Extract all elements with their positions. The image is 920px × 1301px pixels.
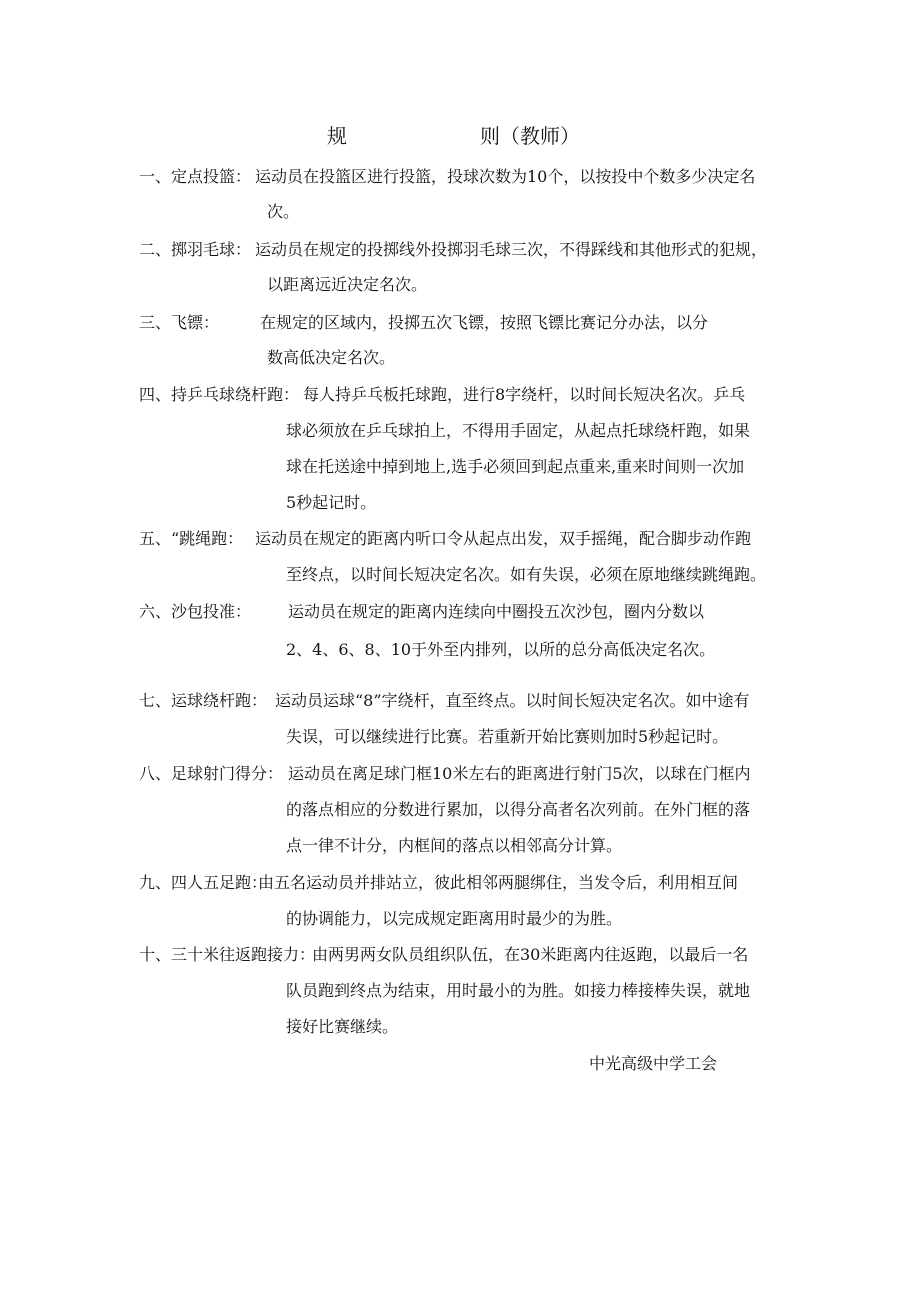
rule-9-text: 的协调能力，以完成规定距离用时最少的为胜。 (286, 909, 623, 928)
rule-2-text: 运动员在规定的投掷线外投掷羽毛球三次，不得踩线和其他形式的犯规， (255, 240, 768, 259)
rule-5-text: 至终点，以时间长短决定名次。如有失误，必须在原地继续跳绳跑。 (286, 565, 767, 584)
rule-7-label: 七、运球绕杆跑： (139, 691, 268, 710)
rule-10-text: 接好比赛继续。 (286, 1017, 399, 1036)
organization-signature: 中光高级中学工会 (589, 1054, 718, 1073)
rule-4-label: 四、持乒乓球绕杆跑： (139, 385, 300, 404)
rule-1-text: 运动员在投篮区进行投篮，投球次数为10个，以按投中个数多少决定名 (255, 167, 756, 186)
rule-4-text: 球在托送途中掉到地上,选手必须回到起点重来,重来时间则一次加 (286, 457, 745, 476)
rule-8-label: 八、足球射门得分： (139, 764, 284, 783)
title-part-2: 则（教师） (480, 124, 580, 148)
rule-4-text: 每人持乒乓板托球跑，进行8字绕杆，以时间长短决名次。乒乓 (303, 385, 746, 404)
rule-10-text: 队员跑到终点为结束，用时最小的为胜。如接力棒接棒失误，就地 (286, 981, 751, 1000)
rule-9-text: 由五名运动员并排站立，彼此相邻两腿绑住，当发令后，利用相互间 (258, 873, 739, 892)
rule-4-text: 球必须放在乒乓球拍上，不得用手固定，从起点托球绕杆跑，如果 (286, 421, 751, 440)
rule-5-text: 运动员在规定的距离内听口令从起点出发，双手摇绳，配合脚步动作跑 (255, 529, 752, 548)
rule-5-label: 五、“跳绳跑： (139, 529, 244, 548)
rule-6-text: 运动员在规定的距离内连续向中圈投五次沙包，圈内分数以 (288, 602, 705, 621)
rule-8-text: 点一律不计分，内框间的落点以相邻高分计算。 (286, 836, 623, 855)
rule-6-label: 六、沙包投准： (139, 602, 252, 621)
rule-3-label: 三、飞镖： (139, 313, 220, 332)
rule-3-text: 数高低决定名次。 (267, 348, 396, 367)
rule-1-label: 一、定点投篮： (139, 167, 252, 186)
rule-9-label: 九、四人五足跑： (139, 873, 268, 892)
rule-7-text: 失误，可以继续进行比赛。若重新开始比赛则加时5秒起记时。 (286, 727, 729, 746)
rule-2-label: 二、掷羽毛球： (139, 240, 252, 259)
rule-10-text: 由两男两女队员组织队伍，在30米距离内往返跑，以最后一名 (312, 945, 749, 964)
rule-8-text: 运动员在离足球门框10米左右的距离进行射门5次，以球在门框内 (288, 764, 751, 783)
rule-8-text: 的落点相应的分数进行累加，以得分高者名次列前。在外门框的落 (286, 800, 751, 819)
rule-7-text: 运动员运球“8”字绕杆，直至终点。以时间长短决定名次。如中途有 (275, 691, 750, 710)
rule-6-text: 2、4、6、8、10于外至内排列，以所的总分高低决定名次。 (286, 640, 716, 659)
title-part-1: 规 (327, 124, 347, 148)
rule-2-text: 以距离远近决定名次。 (267, 275, 428, 294)
rule-10-label: 十、三十米往返跑接力： (139, 945, 316, 964)
rule-1-text: 次。 (267, 202, 300, 221)
rule-4-text: 5秒起记时。 (286, 493, 377, 512)
rule-3-text: 在规定的区域内，投掷五次飞镖，按照飞镖比赛记分办法，以分 (260, 313, 709, 332)
